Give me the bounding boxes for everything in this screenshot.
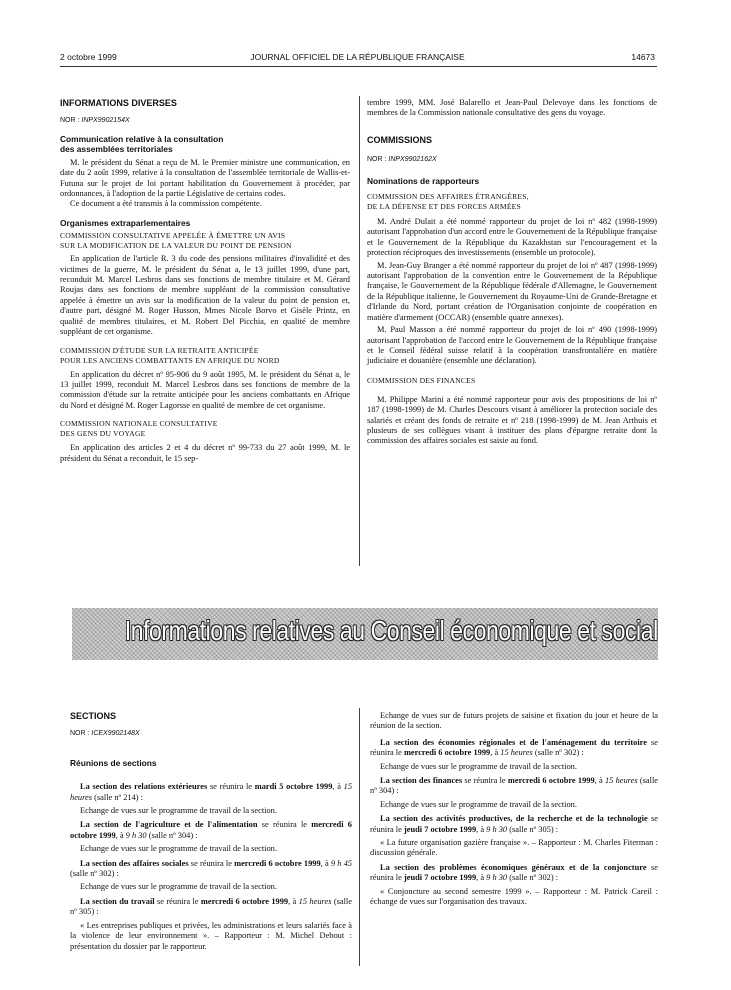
bottom-right-column <box>370 711 658 908</box>
banner-title: Informations relatives au Conseil économique et social <box>124 615 658 646</box>
meeting-entry <box>370 814 658 859</box>
subsection-title: Nominations de rapporteurs <box>367 175 480 186</box>
meeting-description: Echange de vues sur le programme de travail de la section. <box>380 799 577 809</box>
meeting-description: « Conjoncture au second semestre 1999 ». – Rapporteur : M. Patrick Careil : échange de vues sur l'organisation des travaux. <box>370 886 658 907</box>
meeting-description: Echange de vues sur le programme de travail de la section. <box>80 882 277 892</box>
meeting-line: La section de l'agriculture et de l'alimentation se réunira le mercredi 6 octobre 1999, à 9 h 30 (salle nº 304) : <box>70 820 352 840</box>
paragraph: Echange de vues sur de futurs projets de saisine et fixation du jour et heure de la réunion de la section. <box>370 711 658 731</box>
meeting-entry <box>370 738 658 772</box>
meeting-entry <box>70 782 352 816</box>
top-left-column <box>60 98 350 464</box>
meeting-entry <box>70 897 352 952</box>
paragraph: M. le président du Sénat a reçu de M. le Premier ministre une communication, en date du 2 août 1999, relative à la consultation de l'assemblée territoriale de Wallis-et-Futuna sur le projet de loi portant habilitation du Gouvernement à procéder, par ordonnances, à l'adoption de la partie Législative de certains codes. <box>60 157 350 199</box>
meeting-description: « Les entreprises publiques et privées, les administrations et leurs salariés face à la violence de leur environnement ». – Rapporteur : M. Michel Debout : présentation du dossier par le rapporteur. <box>70 920 352 951</box>
header-page-number: 14673 <box>631 52 655 62</box>
paragraph: Ce document a été transmis à la commission compétente. <box>70 199 262 209</box>
nor-reference: NOR : INPX9902154X <box>60 117 130 125</box>
commission-heading: COMMISSION DES AFFAIRES ÉTRANGÈRES, DE LA DÉFENSE ET DES FORCES ARMÉES <box>367 192 529 212</box>
subsection-title: Réunions de sections <box>70 757 157 768</box>
subsection-title: Organismes extraparlementaires <box>60 217 191 228</box>
commission-heading: COMMISSION CONSULTATIVE APPELÉE À ÉMETTRE UN AVIS SUR LA MODIFICATION DE LA VALEUR DU POINT DE PENSION <box>60 231 292 251</box>
column-divider <box>359 96 360 566</box>
paragraph: M. Philippe Marini a été nommé rapporteur pour avis des propositions de loi nº 187 (1998-1999) de M. Charles Descours visant à améliorer la protection sociale des salariés et créant des fonds de retraite et nº 218 (1998-1999) de M. Jean Arthuis et plusieurs de ses collègues visant à instituer des plans d'épargne retraite dont la commission des affaires sociales est saisie au fond. <box>367 394 657 446</box>
section-title-sections: SECTIONS <box>70 711 117 721</box>
paragraph: M. Paul Masson a été nommé rapporteur du projet de loi nº 490 (1998-1999) autorisant l'approbation de l'accord entre le Gouvernement de la République française et le Conseil fédéral suisse relatif à la coopération transfrontalière en matière judiciaire et douanière (ensemble une déclaration). <box>367 325 657 366</box>
meeting-description: « La future organisation gazière française ». – Rapporteur : M. Charles Fiterman : discussion générale. <box>370 838 658 858</box>
paragraph: M. André Dulait a été nommé rapporteur du projet de loi nº 482 (1998-1999) autorisant l'approbation d'un accord entre le Gouvernement de la République française et le Gouvernement de la République du Kazakhstan sur l'encouragement et la protection réciproques des investissements (ensemble un protocole). <box>367 217 657 258</box>
top-right-column <box>367 98 657 447</box>
meeting-entry <box>370 776 658 810</box>
meeting-description: Echange de vues sur le programme de travail de la section. <box>80 806 277 816</box>
nor-reference: NOR : INPX9902162X <box>367 156 437 164</box>
paragraph: En application de l'article R. 3 du code des pensions militaires d'invalidité et des victimes de la guerre, M. le président du Sénat a, le 13 juillet 1999, d'une part, reconduit M. Marcel Lesbros dans ses fonctions de membre titulaire et M. Gérard Roujas dans ses fonctions de membre suppléant de la commission consultative appelée à émettre un avis sur la modification de la valeur du point de pension et, d'autre part, désigné M. Roger Husson, Mmes Nicole Borvo et Gisèle Printz, en qualité de membres titulaires, et M. Robert Del Picchia, en qualité de membre suppléant de cet organisme. <box>60 254 350 337</box>
meeting-line: La section des activités productives, de la recherche et de la technologie se réunira le jeudi 7 octobre 1999, à 9 h 30 (salle nº 305) : <box>370 814 658 834</box>
bottom-left-column <box>70 711 352 952</box>
page-header <box>60 52 655 66</box>
column-divider <box>359 708 360 966</box>
conseil-economique-banner <box>72 608 658 660</box>
header-journal-title: JOURNAL OFFICIEL DE LA RÉPUBLIQUE FRANÇAISE <box>250 52 465 62</box>
meeting-line: La section du travail se réunira le mercredi 6 octobre 1999, à 15 heures (salle nº 305) : <box>70 896 352 917</box>
header-rule <box>60 66 657 67</box>
meeting-entry <box>370 863 658 908</box>
meeting-entry <box>70 859 352 893</box>
meeting-description: Echange de vues sur le programme de travail de la section. <box>380 761 577 771</box>
nor-reference: NOR : ICEX9902148X <box>70 730 140 738</box>
section-title-informations-diverses: INFORMATIONS DIVERSES <box>60 98 177 108</box>
commission-heading: COMMISSION D'ÉTUDE SUR LA RETRAITE ANTICIPÉE POUR LES ANCIENS COMBATTANTS EN AFRIQUE DU NORD <box>60 345 280 365</box>
meeting-line: La section des finances se réunira le mercredi 6 octobre 1999, à 15 heures (salle nº 304) : <box>370 776 658 796</box>
meeting-line: La section des économies régionales et de l'aménagement du territoire se réunira le mercredi 6 octobre 1999, à 15 heures (salle nº 302) : <box>370 737 658 758</box>
subsection-title: Communication relative à la consultation des assemblées territoriales <box>60 133 224 154</box>
paragraph: En application des articles 2 et 4 du décret nº 99-733 du 27 août 1999, M. le président du Sénat a reconduit, le 15 sep- <box>60 443 350 463</box>
meeting-line: La section des relations extérieures se réunira le mardi 5 octobre 1999, à 15 heures (salle nº 214) : <box>70 782 352 802</box>
paragraph: M. Jean-Guy Branger a été nommé rapporteur du projet de loi nº 487 (1998-1999) autorisant l'approbation de la convention entre le Gouvernement de la République française, le Gouvernement de la République fédérale d'Allemagne, le Gouvernement de la République italienne, le Gouvernement du Royaume-Uni de Grande-Bretagne et d'Irlande du Nord, portant création de l'Organisation conjointe de coopération en matière d'armement (OCCAR) (ensemble quatre annexes). <box>367 260 657 322</box>
commission-heading: COMMISSION DES FINANCES <box>367 375 476 385</box>
meeting-description: Echange de vues sur le programme de travail de la section. <box>80 844 277 854</box>
section-title-commissions: COMMISSIONS <box>367 134 433 145</box>
meeting-entry <box>70 820 352 854</box>
commission-heading: COMMISSION NATIONALE CONSULTATIVE DES GENS DU VOYAGE <box>60 419 218 439</box>
header-date: 2 octobre 1999 <box>60 52 117 62</box>
meeting-line: La section des affaires sociales se réunira le mercredi 6 octobre 1999, à 9 h 45 (salle nº 302) : <box>70 858 352 879</box>
meeting-line: La section des problèmes économiques généraux et de la conjoncture se réunira le jeudi 7 octobre 1999, à 9 h 30 (salle nº 302) : <box>370 862 658 883</box>
paragraph: En application du décret nº 95-906 du 9 août 1995, M. le président du Sénat a, le 13 juillet 1999, reconduit M. Marcel Lesbros dans ses fonctions de membre de la commission d'étude sur la retraite anticipée pour les anciens combattants en Afrique du Nord et désigné M. Roger Lagorsse en qualité de membre de cet organisme. <box>60 369 350 410</box>
paragraph: tembre 1999, MM. José Balarello et Jean-Paul Delevoye dans les fonctions de membres de la Commission nationale consultative des gens du voyage. <box>367 98 657 118</box>
